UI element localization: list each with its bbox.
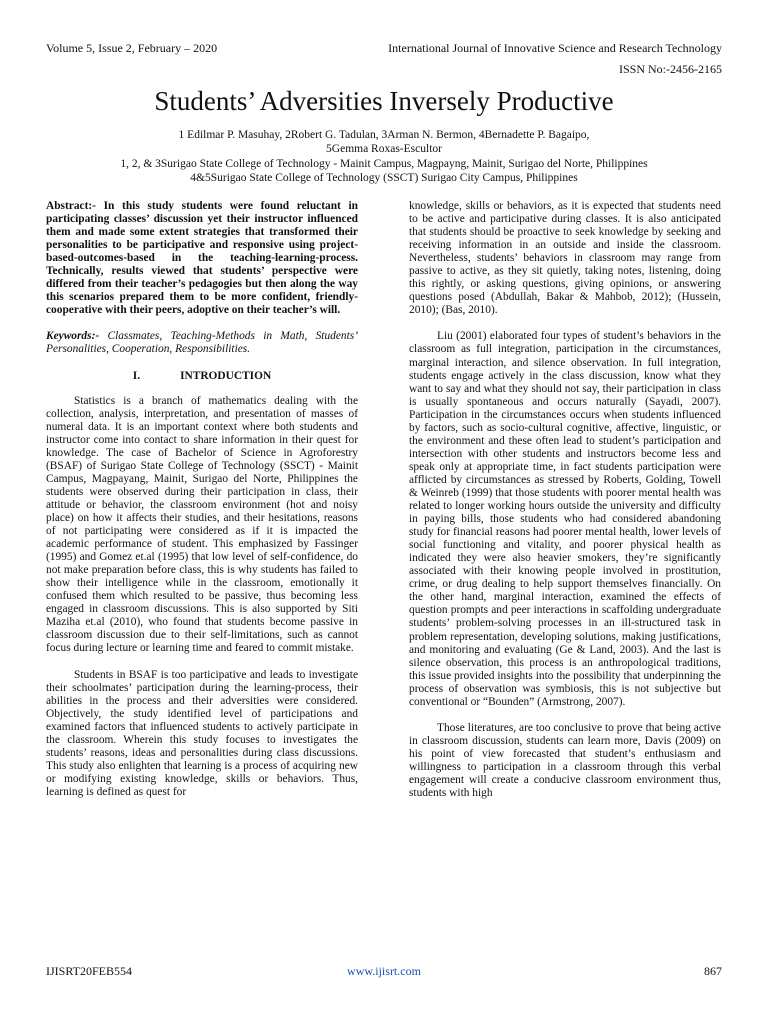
journal-header: International Journal of Innovative Science and Research Technology <box>388 41 722 55</box>
author-line-2: 5Gemma Roxas-Escultor <box>326 143 442 156</box>
section-number: I. <box>132 369 141 382</box>
author-line-1: 1 Edilmar P. Masuhay, 2Robert G. Tadulan, 3Arman N. Bermon, 4Bernadette P. Bagaipo, <box>178 129 590 141</box>
right-column <box>409 200 721 800</box>
paper-title: Students’ Adversities Inversely Productive <box>154 86 614 116</box>
issn-header: ISSN No:-2456-2165 <box>618 62 722 76</box>
page-number: 867 <box>704 964 722 978</box>
body-paragraph: Students in BSAF is too participative and leads to investigate their schoolmates’ participation during the learning-process, their abilities in the process and their adversities were considered. Objectively, the study identified level of participations and examined factors that influenced students to actively participate in the classroom. Wherein this study focuses to investigates the students’ reasons, ideas and personalities during class discussions. This study also enlighten that learning is a process of acquiring new or modifying existing knowledge, skills or behaviors. Thus, learning is defined as quest for <box>46 668 358 798</box>
body-paragraph: Liu (2001) elaborated four types of student’s behaviors in the classroom as full integration, participation in the circumstances, marginal interaction, and silence observation. In full integration, students engage actively in the class discussion, know what they want to say and what they should not say, their participation in class is usually spontaneous and occurs naturally (Sayadi, 2007). Participation in the circumstances occurs when students influenced by factors, such as socio-cultural cognitive, affective, linguistic, or the environment and these often lead to student’s participation and intersection with other students and instructors become less and speak only at appropriate time, in fact students participation were afflicted by circumstances as stressed by Roberts, Golding, Towell & Weinreb (1999) that those students with poorer mental health was related to longer working hours outside the university and difficulty in paying bills, those students who had considered abandoning study for financial reasons had poorer mental health, lower levels of social functioning and vitality, and poorer physical health as indicated they were also heavier smokers, they’re significantly associated with their knowing people involved in prostitution, crime, or drug dealing to help support themselves financially. On the other hand, marginal interaction, examined the effects of question prompts and peer interactions in scaffolding undergraduate students’ problem-solving processes in an ill-structured task in problem representation, developing solutions, making justifications, and monitoring and evaluating (Ge & Land, 2003). And the last is silence observation, this process is an anthropological traditions, this issue provided insights into the possibility that underpinning the process of observation was symbiosis, this is not subjective but conventional or “Bounden” (Armstrong, 2007). <box>409 330 721 708</box>
section-heading <box>46 370 358 383</box>
keywords-label: Keywords:- <box>46 330 100 343</box>
keywords-text: Classmates, Teaching-Methods in Math, Students’ Personalities, Cooperation, Responsibilities. <box>46 330 358 356</box>
volume-header: Volume 5, Issue 2, February – 2020 <box>46 41 218 55</box>
affiliation-line-1: 1, 2, & 3Surigao State College of Technology - Mainit Campus, Magpayng, Mainit, Surigao del Norte, Philippines <box>120 157 648 170</box>
body-paragraph: Statistics is a branch of mathematics dealing with the collection, analysis, interpretation, and presentation of masses of numeral data. It is an important context where both students and instructor come into contact to share information in their quest for knowledge. The case of Bachelor of Science in Agroforestry (BSAF) of Surigao State College of Technology (SSCT) - Mainit Campus, Magpayang, Mainit, Surigao del Norte, Philippines the students were observed during their participation in class, their attitude or behavior, the classroom environment (hot and noisy place) on how it affects their studies, and their hesitations, reasons of not participating were considered as if it is impacted the academic performance of student. This emphasized by Fassinger (1995) and Gomez et.al (1995) that low level of self-confidence, do not make preparation before class, this is why students has failed to show their intelligence while in the classroom, emotionally it confused them which resulted to be passive, thus becoming less engaged in classroom discussions. This is also supported by Siti Maziha et.al (2010), who found that students become passive in classroom discussion due to their self-limitations, such as cannot focus during lecture or learning time and feared to commit mistake. <box>46 394 358 655</box>
body-paragraph: Those literatures, are too conclusive to prove that being active in classroom discussion, students can learn more, Davis (2009) on his point of view forecasted that student’s enthusiasm and willingness to participation in a classroom through this verbal engagement will create a conducive classroom environment thus, students with high <box>409 721 721 800</box>
keywords <box>46 330 358 356</box>
paper-id-footer: IJISRT20FEB554 <box>46 964 132 978</box>
section-title: INTRODUCTION <box>180 369 272 382</box>
abstract: Abstract:- In this study students were found reluctant in participating classes’ discussion yet their instructor influenced them and made some extent strategies that transformed their personalities to be participative and responsive using project-based-outcomes-based in the teaching-learning-process. Technically, results viewed that students’ perspective were differed from their teacher’s pedagogies but then along the way this scenarios prepared them to be more confident, friendly-cooperative with their peers, adoptive on their teacher’s will. <box>46 200 358 317</box>
author-block <box>0 128 768 185</box>
body-paragraph: knowledge, skills or behaviors, as it is expected that students need to be active and participative during classes. It is also anticipated that students should be proactive to seek knowledge by seeking and receiving information in an outside and inside the classroom. Nevertheless, students’ behaviors in classroom may range from passive to active, as they sit quietly, taking notes, listening, doing this rightly, or asking questions, giving opinions, or answering questions posed (Abdullah, Bakar & Mahbob, 2012); (Hussein, 2010); (Bas, 2010). <box>409 200 721 317</box>
affiliation-line-2: 4&5Surigao State College of Technology (SSCT) Surigao City Campus, Philippines <box>190 171 578 184</box>
website-link[interactable]: www.ijisrt.com <box>347 964 421 978</box>
left-column <box>46 200 358 799</box>
